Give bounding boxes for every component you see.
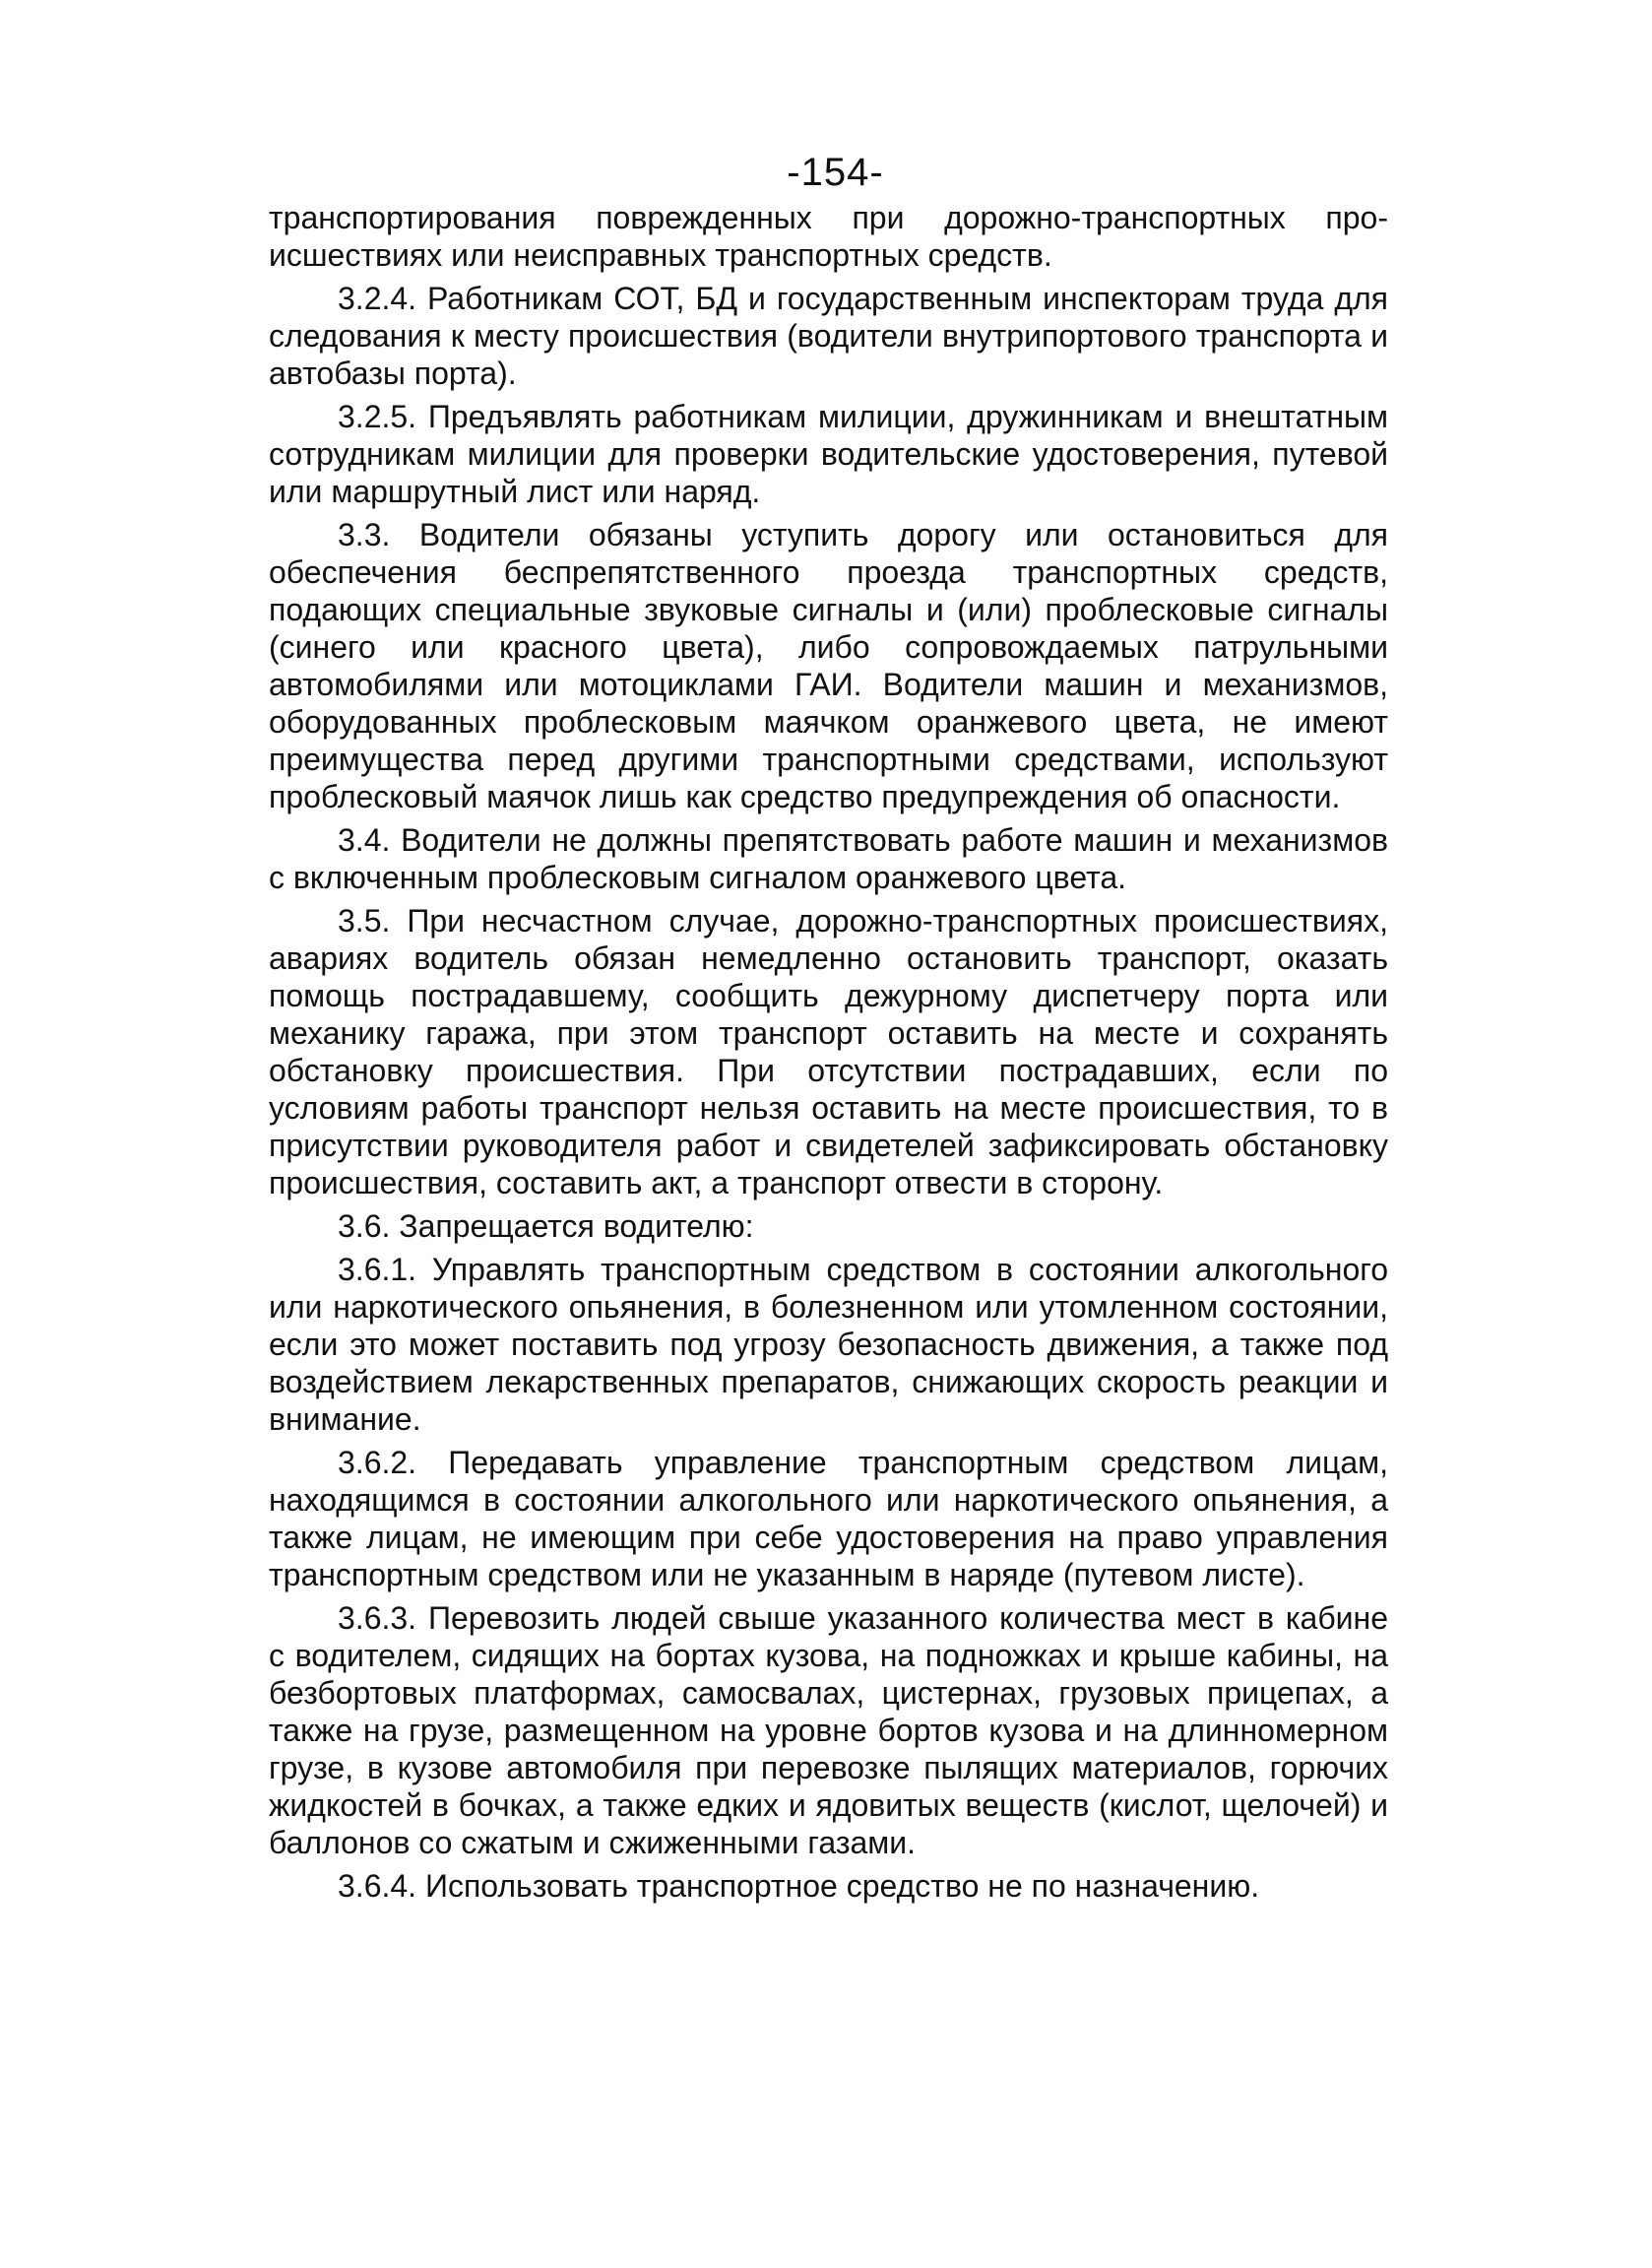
paragraph-3-5: 3.5. При несчастном случае, дорожно-транспортных происшествиях, авариях водитель обязан немедленно остановить транспорт, оказать помощь пострадавшему, сообщить дежурному диспетчеру порта или механику гаража, при этом транспорт оставить на месте и сохранять обстановку происшествия. При отсутствии пострадавших, если по условиям работы транспорт нельзя оставить на месте происшествия, то в присутствии руководителя работ и свидетелей зафиксировать обстановку происшествия, составить акт, а транспорт отвести в сторону.: [269, 903, 1388, 1200]
paragraph-3-3: 3.3. Водители обязаны уступить дорогу или остановиться для обеспечения беспрепятственного проезда транспортных средств, подающих специальные звуковые сигналы и (или) проблесковые сигналы (синего или красного цвета), либо сопровождаемых патрульными автомобилями или мотоциклами ГАИ. Водители машин и механизмов, оборудованных проблесковым маячком оранжевого цвета, не имеют преимущества перед другими транспортными средствами, используют проблесковый маячок лишь как средство предупреждения об опасности.: [269, 517, 1388, 814]
paragraph-3-2-4: 3.2.4. Работникам СОТ, БД и государственным инспекторам труда для следования к месту происшествия (водители внутрипортового транспорта и автобазы порта).: [269, 281, 1388, 391]
paragraph-3-6-2: 3.6.2. Передавать управление транспортным средством лицам, находящимся в состоянии алкогольного или наркотического опьянения, а также лицам, не имеющим при себе удостоверения на право управления транспортным средством или не указанным в наряде (путевом листе).: [269, 1445, 1388, 1592]
paragraph-3-4: 3.4. Водители не должны препятствовать работе машин и механизмов с включенным проблесковым сигналом оранжевого цвета.: [269, 822, 1388, 895]
paragraph-3-6-3: 3.6.3. Перевозить людей свыше указанного количества мест в кабине с водителем, сидящих на бортах кузова, на подножках и крыше кабины, на безбортовых платформах, самосвалах, цистернах, грузовых прицепах, а также на грузе, размещенном на уровне бортов кузова и на длинномерном грузе, в кузове автомобиля при перевозке пылящих материалов, горючих жидкостей в бочках, а также едких и ядовитых веществ (кислот, щелочей) и баллонов со сжатым и сжиженными газами.: [269, 1600, 1388, 1860]
page-number: -154-: [787, 151, 884, 194]
paragraph-3-2-5: 3.2.5. Предъявлять работникам милиции, дружинникам и внештатным сотрудникам милиции для проверки водительские удостоверения, путевой или маршрутный лист или наряд.: [269, 399, 1388, 509]
paragraph-continuation: транспортирования поврежденных при дорожно-транспортных происшествиях или неисправных транспортных средств.: [269, 200, 1388, 273]
paragraph-3-6-4: 3.6.4. Использовать транспортное средство не по назначению.: [338, 1868, 1260, 1904]
paragraph-3-6: 3.6. Запрещается водителю:: [338, 1208, 754, 1244]
document-page: [269, 148, 1388, 1911]
paragraph-3-6-1: 3.6.1. Управлять транспортным средством в состоянии алкогольного или наркотического опьянения, в болезненном или утомленном состоянии, если это может поставить под угрозу безопасность движения, а также под воздействием лекарственных препаратов, снижающих скорость реакции и внимание.: [269, 1252, 1388, 1437]
